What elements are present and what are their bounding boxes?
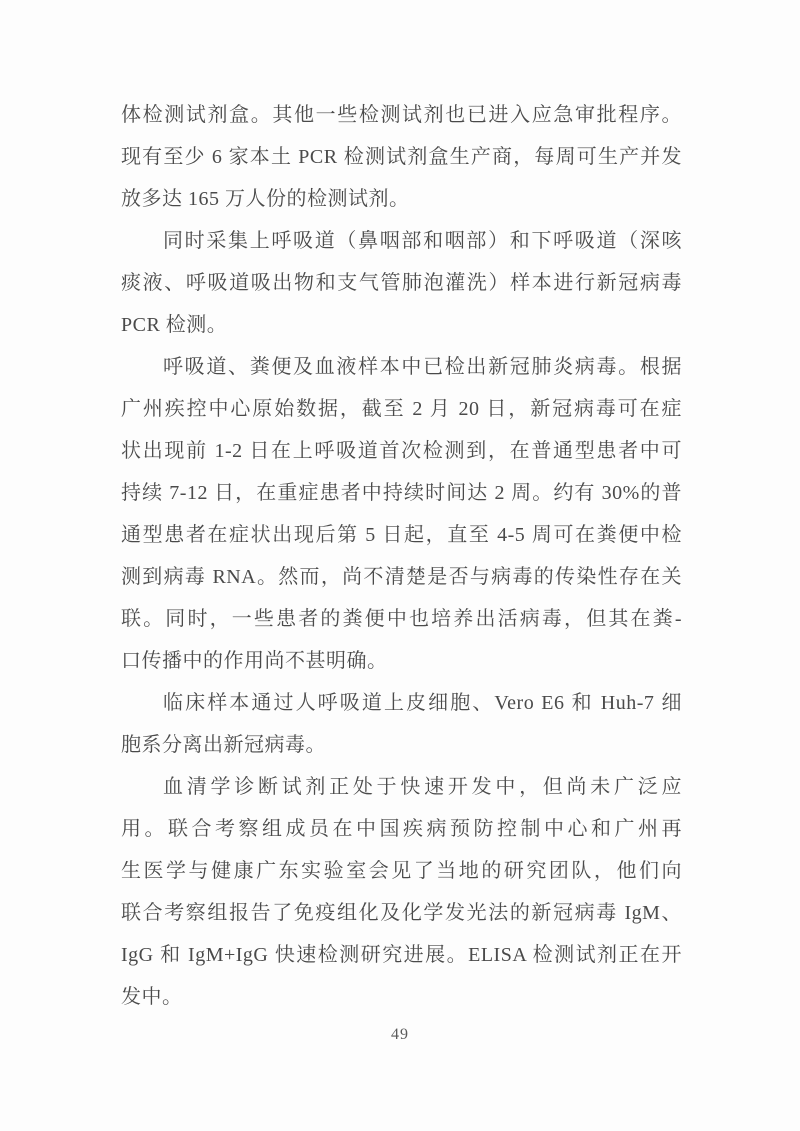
text-line: 状出现前 1-2 日在上呼吸道首次检测到，在普通型患者中可	[121, 440, 682, 462]
document-text-block	[121, 94, 682, 1018]
text-line: 痰液、呼吸道吸出物和支气管肺泡灌洗）样本进行新冠病毒	[121, 272, 682, 294]
text-line: 联。同时，一些患者的粪便中也培养出活病毒，但其在粪-	[121, 608, 682, 630]
text-line: 临床样本通过人呼吸道上皮细胞、Vero E6 和 Huh-7 细	[163, 692, 682, 714]
text-line: 生医学与健康广东实验室会见了当地的研究团队，他们向	[121, 860, 682, 882]
text-line: 发中。	[121, 986, 183, 1008]
text-line: 血清学诊断试剂正处于快速开发中，但尚未广泛应	[163, 776, 682, 798]
text-line: IgG 和 IgM+IgG 快速检测研究进展。ELISA 检测试剂正在开	[121, 944, 682, 966]
paragraph	[121, 766, 682, 1018]
text-line: 测到病毒 RNA。然而，尚不清楚是否与病毒的传染性存在关	[121, 566, 682, 588]
text-line: PCR 检测。	[121, 314, 228, 336]
text-line: 现有至少 6 家本土 PCR 检测试剂盒生产商，每周可生产并发	[121, 146, 682, 168]
text-line: 联合考察组报告了免疫组化及化学发光法的新冠病毒 IgM、	[121, 902, 682, 924]
page-footer	[0, 1026, 800, 1044]
text-line: 口传播中的作用尚不甚明确。	[121, 650, 388, 672]
paragraph	[121, 220, 682, 346]
paragraph	[121, 346, 682, 682]
text-line: 广州疾控中心原始数据，截至 2 月 20 日，新冠病毒可在症	[121, 398, 682, 420]
paragraph	[121, 682, 682, 766]
page-number: 49	[391, 1026, 409, 1043]
text-line: 放多达 165 万人份的检测试剂。	[121, 188, 410, 210]
text-line: 胞系分离出新冠病毒。	[121, 734, 326, 756]
text-line: 持续 7-12 日，在重症患者中持续时间达 2 周。约有 30%的普	[121, 482, 682, 504]
text-line: 呼吸道、粪便及血液样本中已检出新冠肺炎病毒。根据	[163, 356, 682, 378]
paragraph	[121, 94, 682, 220]
text-line: 体检测试剂盒。其他一些检测试剂也已进入应急审批程序。	[121, 104, 682, 126]
text-line: 用。联合考察组成员在中国疾病预防控制中心和广州再	[121, 818, 682, 840]
text-line: 通型患者在症状出现后第 5 日起，直至 4-5 周可在粪便中检	[121, 524, 682, 546]
text-line: 同时采集上呼吸道（鼻咽部和咽部）和下呼吸道（深咳	[163, 230, 682, 252]
